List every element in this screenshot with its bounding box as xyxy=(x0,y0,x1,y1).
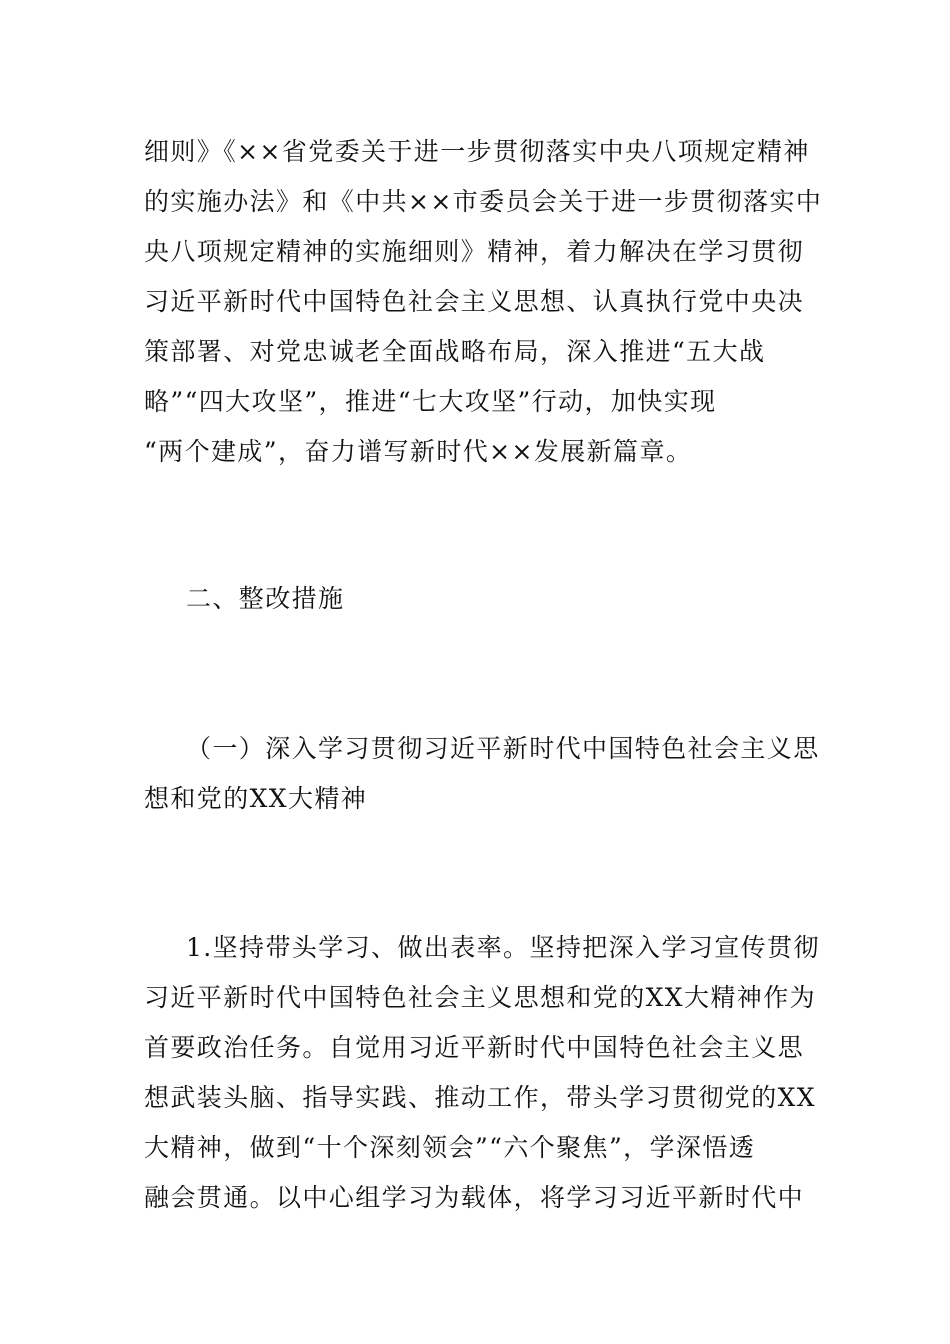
intro-line-4: 习近平新时代中国特色社会主义思想、认真执行党中央决 xyxy=(144,287,805,316)
item-line-2: 习近平新时代中国特色社会主义思想和党的XX大精神作为 xyxy=(144,983,816,1012)
item-line-5: 大精神，做到“十个深刻领会”“六个聚焦”，学深悟透 xyxy=(144,1133,756,1162)
intro-line-7: “两个建成”，奋力谱写新时代××发展新篇章。 xyxy=(144,437,693,466)
subsection-heading-line-1: （一）深入学习贯彻习近平新时代中国特色社会主义思 xyxy=(186,734,820,763)
item-line-3: 首要政治任务。自觉用习近平新时代中国特色社会主义思 xyxy=(144,1033,805,1062)
intro-line-1: 细则》《××省党委关于进一步贯彻落实中央八项规定精神 xyxy=(144,137,810,166)
section-heading: 二、整改措施 xyxy=(186,584,345,613)
item-line-6: 融会贯通。以中心组学习为载体，将学习习近平新时代中 xyxy=(144,1183,805,1212)
intro-line-3: 央八项规定精神的实施细则》精神，着力解决在学习贯彻 xyxy=(144,237,805,266)
subsection-heading-line-2: 想和党的XX大精神 xyxy=(144,784,368,813)
intro-line-5: 策部署、对党忠诚老全面战略布局，深入推进“五大战 xyxy=(144,337,766,366)
item-line-1: 1.坚持带头学习、做出表率。坚持把深入学习宣传贯彻 xyxy=(186,933,820,962)
item-line-4: 想武装头脑、指导实践、推动工作，带头学习贯彻党的XX xyxy=(144,1083,816,1112)
intro-line-2: 的实施办法》和《中共××市委员会关于进一步贯彻落实中 xyxy=(144,187,823,216)
intro-line-6: 略”“四大攻坚”，推进“七大攻坚”行动，加快实现 xyxy=(144,387,717,416)
